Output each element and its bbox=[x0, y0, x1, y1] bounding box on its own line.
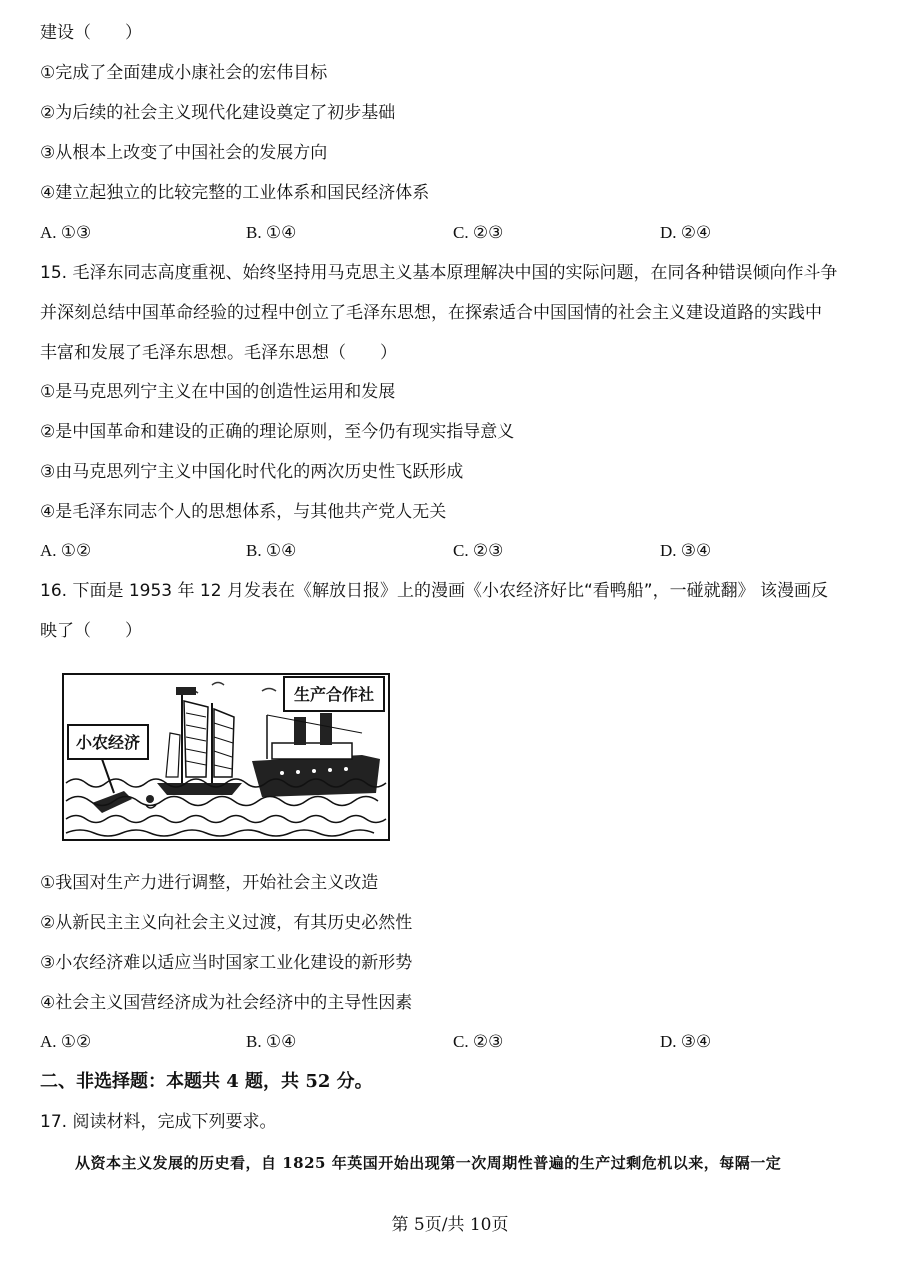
q14-options bbox=[40, 222, 860, 244]
q14-statement-2: ②为后续的社会主义现代化建设奠定了初步基础 bbox=[40, 103, 396, 123]
q14-stem-tail: 建设（ ） bbox=[40, 23, 142, 43]
q15-stem-line-1: 15. 毛泽东同志高度重视、始终坚持用马克思主义基本原理解决中国的实际问题，在同各种错误倾向作斗争 bbox=[40, 263, 838, 283]
label-cooperative: 生产合作社 bbox=[293, 685, 375, 704]
q15-stem-line-3: 丰富和发展了毛泽东思想。毛泽东思想（ ） bbox=[40, 343, 397, 363]
section-heading: 二、非选择题：本题共 4 题，共 52 分。 bbox=[40, 1071, 373, 1092]
label-small-farmer: 小农经济 bbox=[75, 733, 141, 752]
q15-option-c: C. ②③ bbox=[453, 541, 504, 560]
q15-options bbox=[40, 540, 860, 562]
q16-option-c: C. ②③ bbox=[453, 1032, 504, 1051]
q15-stem-line-2: 并深刻总结中国革命经验的过程中创立了毛泽东思想，在探索适合中国国情的社会主义建设道路的实践中 bbox=[40, 303, 822, 323]
q15-option-d: D. ③④ bbox=[660, 541, 712, 560]
page-footer: 第 5页/共 10页 bbox=[391, 1215, 509, 1235]
q16-option-b: B. ①④ bbox=[246, 1032, 297, 1051]
q14-statement-3: ③从根本上改变了中国社会的发展方向 bbox=[40, 143, 328, 163]
q14-option-c: C. ②③ bbox=[453, 223, 504, 242]
q16-statement-1: ①我国对生产力进行调整，开始社会主义改造 bbox=[40, 873, 379, 893]
q16-statement-2: ②从新民主主义向社会主义过渡，有其历史必然性 bbox=[40, 913, 413, 933]
q16-statement-4: ④社会主义国营经济成为社会经济中的主导性因素 bbox=[40, 993, 413, 1013]
q14-option-b: B. ①④ bbox=[246, 223, 297, 242]
q15-statement-1: ①是马克思列宁主义在中国的创造性运用和发展 bbox=[40, 382, 396, 402]
q14-option-d: D. ②④ bbox=[660, 223, 712, 242]
q14-statement-4: ④建立起独立的比较完整的工业体系和国民经济体系 bbox=[40, 183, 430, 203]
q15-statement-4: ④是毛泽东同志个人的思想体系，与其他共产党人无关 bbox=[40, 502, 447, 522]
q14-option-a: A. ①③ bbox=[40, 223, 92, 242]
q16-option-d: D. ③④ bbox=[660, 1032, 712, 1051]
q15-statement-2: ②是中国革命和建设的正确的理论原则，至今仍有现实指导意义 bbox=[40, 422, 515, 442]
q17-material: 从资本主义发展的历史看，自 1825 年英国开始出现第一次周期性普遍的生产过剩危机以来，每隔一定 bbox=[75, 1154, 782, 1172]
q14-statement-1: ①完成了全面建成小康社会的宏伟目标 bbox=[40, 63, 328, 83]
q16-option-a: A. ①② bbox=[40, 1032, 92, 1051]
q15-option-a: A. ①② bbox=[40, 541, 92, 560]
q16-stem-line-2: 映了（ ） bbox=[40, 621, 142, 641]
q15-statement-3: ③由马克思列宁主义中国化时代化的两次历史性飞跃形成 bbox=[40, 462, 464, 482]
q16-stem-line-1: 16. 下面是 1953 年 12 月发表在《解放日报》上的漫画《小农经济好比“看鸭船”，一碰就翻》 该漫画反 bbox=[40, 581, 828, 601]
q17-stem: 17. 阅读材料，完成下列要求。 bbox=[40, 1112, 277, 1132]
cartoon-illustration bbox=[62, 673, 390, 841]
q15-option-b: B. ①④ bbox=[246, 541, 297, 560]
q16-statement-3: ③小农经济难以适应当时国家工业化建设的新形势 bbox=[40, 953, 413, 973]
q16-options bbox=[40, 1031, 860, 1053]
